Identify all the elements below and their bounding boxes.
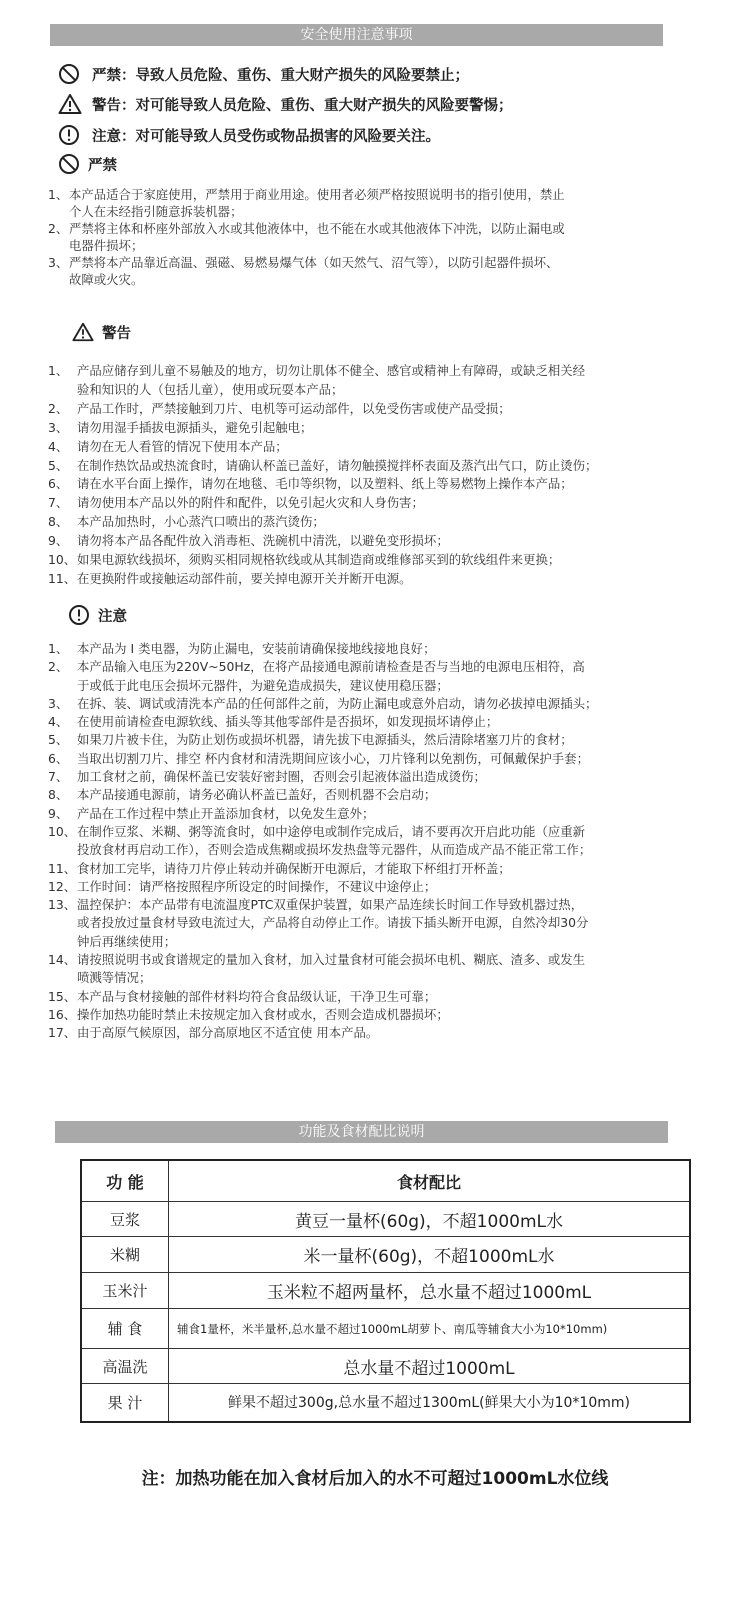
item-number: 2、 (48, 659, 69, 675)
table-header-row (81, 1160, 690, 1202)
item-number: 9、 (48, 533, 69, 549)
list-item (48, 860, 708, 878)
item-number: 7、 (48, 769, 69, 785)
item-text (77, 786, 436, 804)
list-item (48, 494, 708, 513)
list-item (48, 551, 708, 570)
item-line: 电器件损坏； (69, 238, 144, 253)
item-line: 本产品与食材接触的部件材料均符合食品级认证，干净卫生可靠； (77, 988, 437, 1004)
item-number: 4、 (48, 438, 69, 454)
function-cell: 米糊 (81, 1237, 169, 1273)
item-line: 加工食材之前，确保杯盖已安装好密封圈，否则会引起液体溢出造成烫伤； (77, 769, 486, 785)
list-item (48, 1024, 708, 1042)
item-number: 5、 (48, 457, 69, 473)
legend-warning (58, 93, 513, 115)
item-number: 1、 (48, 641, 69, 656)
list-item (48, 951, 708, 988)
table-row (81, 1237, 690, 1273)
prohibit-heading (58, 153, 117, 175)
item-text (77, 362, 585, 400)
item-line: 产品工作时，严禁接触到刀片、电机等可运动部件，以免受伤害或使产品受损； (77, 400, 511, 416)
item-number: 11、 (48, 860, 77, 876)
function-cell: 豆浆 (81, 1202, 169, 1237)
function-cell: 玉米汁 (81, 1273, 169, 1309)
item-text (77, 457, 597, 476)
item-number: 16、 (48, 1006, 77, 1022)
item-line: 或者投放过量食材导致电流过大，产品将自动停止工作。请拔下插头断开电源，自然冷却30分 (77, 915, 589, 931)
list-item (48, 786, 708, 804)
item-line: 本产品加热时，小心蒸汽口喷出的蒸汽烫伤； (77, 514, 325, 530)
item-number: 10、 (48, 552, 77, 568)
ratio-cell: 玉米粒不超两量杯，总水量不超过1000mL (169, 1273, 691, 1309)
list-item (48, 362, 708, 400)
header-ratio: 食材配比 (169, 1160, 691, 1202)
table-row (81, 1202, 690, 1237)
item-number: 11、 (48, 570, 77, 586)
item-text (77, 805, 374, 823)
item-line: 请按照说明书或食谱规定的量加入食材，加入过量食材可能会损坏电机、糊底、渣多、或发生 (77, 952, 586, 968)
list-item (48, 570, 708, 589)
item-text (77, 1006, 449, 1024)
item-text (77, 640, 435, 658)
item-text (77, 513, 325, 532)
item-number: 3、 (48, 419, 69, 435)
warning-title: 警告 (102, 325, 131, 342)
list-item (48, 750, 708, 768)
list-item (48, 220, 708, 254)
item-line: 如果电源软线损坏，须购买相同规格软线或从其制造商或维修部买到的软线组件来更换； (77, 552, 561, 568)
list-item (48, 731, 708, 749)
item-line: 如果刀片被卡住，为防止划伤或损坏机器，请先拔下电源插头，然后清除堵塞刀片的食材； (77, 732, 573, 748)
table-row (81, 1349, 690, 1384)
list-item (48, 988, 708, 1006)
item-line: 操作加热功能时禁止未按规定加入食材或水，否则会造成机器损坏； (77, 1006, 449, 1022)
item-line: 请勿在无人看管的情况下使用本产品； (77, 438, 288, 454)
item-text (77, 494, 424, 513)
function-cell: 果 汁 (81, 1384, 169, 1422)
item-number: 2、 (48, 221, 69, 236)
item-line: 工作时间：请严格按照程序所设定的时间操作，不建议中途停止； (77, 878, 437, 894)
warning-triangle-icon (72, 321, 94, 343)
list-item (48, 419, 708, 438)
list-item (48, 438, 708, 457)
ratio-cell: 总水量不超过1000mL (169, 1349, 691, 1384)
list-item (48, 254, 708, 288)
item-number: 3、 (48, 255, 69, 270)
item-line: 在制作豆浆、米糊、粥等流食时，如中途停电或制作完成后，请不要再次开启此功能（应重新 (77, 823, 586, 839)
ratio-cell: 米一量杯(60g)，不超1000mL水 (169, 1237, 691, 1273)
item-line: 由于高原气候原因，部分高原地区不适宜使 用本产品。 (77, 1025, 379, 1041)
header-function: 功 能 (81, 1160, 169, 1202)
list-item (48, 695, 708, 713)
item-text (77, 475, 573, 494)
item-line: 当取出切割刀片、排空 杯内食材和清洗期间应该小心，刀片锋利以免割伤，可佩戴保护手套； (77, 750, 589, 766)
item-text (77, 878, 436, 896)
table-row (81, 1309, 690, 1349)
prohibit-icon (58, 153, 80, 175)
item-text (77, 400, 511, 419)
item-number: 7、 (48, 495, 69, 511)
list-item (48, 532, 708, 551)
item-text (77, 695, 597, 713)
safety-banner: 安全使用注意事项 (50, 24, 663, 46)
item-line: 投放食材再启动工作），否则会造成焦糊或损坏发热盘等元器件，从而造成产品不能正常工作； (77, 842, 592, 858)
item-number: 4、 (48, 714, 69, 730)
list-item (48, 805, 708, 823)
item-line: 请勿使用本产品以外的附件和配件，以免引起火灾和人身伤害； (77, 495, 424, 511)
function-cell: 辅 食 (81, 1309, 169, 1349)
item-number: 6、 (48, 476, 69, 492)
item-text (77, 419, 312, 438)
item-line: 产品应储存到儿童不易触及的地方，切勿让肌体不健全、感官或精神上有障碍，或缺乏相关经 (77, 363, 586, 378)
function-cell: 高温洗 (81, 1349, 169, 1384)
ratio-table (80, 1159, 691, 1423)
item-text (77, 896, 588, 951)
item-text (69, 254, 558, 288)
caution-list (48, 640, 708, 1043)
warning-triangle-icon (58, 93, 82, 115)
item-text (77, 988, 436, 1006)
item-line: 故障或火灾。 (69, 272, 144, 287)
list-item (48, 400, 708, 419)
list-item (48, 713, 708, 731)
list-item (48, 896, 708, 951)
item-number: 2、 (48, 400, 69, 416)
warning-heading (72, 321, 131, 343)
item-line: 产品在工作过程中禁止开盖添加食材，以免发生意外； (77, 805, 375, 821)
item-line: 本产品接通电源前，请务必确认杯盖已盖好，否则机器不会启动； (77, 787, 437, 803)
item-number: 10、 (48, 823, 77, 839)
item-line: 本产品输入电压为220V~50Hz，在将产品接通电源前请检查是否与当地的电源电压相符，高 (77, 659, 585, 675)
item-line: 请勿用湿手插拔电源插头，避免引起触电； (77, 419, 313, 435)
item-number: 5、 (48, 732, 69, 748)
item-line: 请勿将本产品各配件放入消毒柜、洗碗机中清洗，以避免变形损坏； (77, 533, 449, 549)
warning-list (48, 362, 708, 589)
list-item (48, 1006, 708, 1024)
list-item (48, 658, 708, 695)
item-number: 6、 (48, 750, 69, 766)
item-line: 在拆、装、调试或清洗本产品的任何部件之前，为防止漏电或意外启动，请勿必拔掉电源插头； (77, 695, 598, 711)
ratio-cell: 辅食1量杯，米半量杯,总水量不超过1000mL胡萝卜、南瓜等辅食大小为10*10mm) (169, 1309, 691, 1349)
list-item (48, 823, 708, 860)
item-line: 本产品为 Ⅰ 类电器，为防止漏电，安装前请确保接地线接地良好； (77, 641, 436, 656)
item-text (77, 438, 288, 457)
list-item (48, 475, 708, 494)
item-number: 1、 (48, 363, 69, 378)
item-text (77, 768, 486, 786)
caution-title: 注意 (98, 608, 127, 625)
item-line: 在制作热饮品或热流食时，请确认杯盖已盖好，请勿触摸搅拌杯表面及蒸汽出气口，防止烫伤； (77, 457, 598, 473)
item-number: 1、 (48, 187, 69, 202)
caution-circle-icon (68, 604, 90, 626)
ratio-cell: 鲜果不超过300g,总水量不超过1300mL(鲜果大小为10*10mm) (169, 1384, 691, 1422)
item-line: 本产品适合于家庭使用，严禁用于商业用途。使用者必须严格按照说明书的指引使用，禁止 (69, 187, 565, 202)
legend-prohibit-text: 严禁：导致人员危险、重伤、重大财产损失的风险要禁止； (92, 67, 469, 84)
item-line: 严禁将主体和杯座外部放入水或其他液体中，也不能在水或其他液体下冲洗，以防止漏电或 (69, 221, 565, 236)
item-number: 9、 (48, 805, 69, 821)
legend-caution-text: 注意：对可能导致人员受伤或物品损害的风险要关注。 (92, 128, 440, 145)
item-line: 食材加工完毕，请待刀片停止转动并确保断开电源后，才能取下杯组打开杯盖； (77, 860, 511, 876)
footer-note: 注：加热功能在加入食材后加入的水不可超过1000mL水位线 (141, 1469, 609, 1489)
item-line: 请在水平台面上操作，请勿在地毯、毛巾等织物，以及塑料、纸上等易燃物上操作本产品； (77, 476, 573, 492)
item-number: 15、 (48, 988, 77, 1004)
item-line: 于或低于此电压会损坏元器件，为避免造成损失，建议使用稳压器； (77, 677, 449, 693)
prohibit-list (48, 186, 708, 288)
function-banner: 功能及食材配比说明 (55, 1121, 668, 1143)
item-number: 3、 (48, 695, 69, 711)
item-text (77, 658, 585, 695)
item-line: 在更换附件或接触运动部件前，要关掉电源开关并断开电源。 (77, 570, 412, 586)
item-text (77, 731, 573, 749)
item-text (69, 186, 565, 220)
list-item (48, 186, 708, 220)
item-number: 8、 (48, 787, 69, 803)
list-item (48, 768, 708, 786)
legend-warning-text: 警告：对可能导致人员危险、重伤、重大财产损失的风险要警惕； (92, 97, 513, 114)
caution-circle-icon (58, 124, 82, 146)
item-text (77, 532, 449, 551)
caution-heading (68, 604, 127, 626)
list-item (48, 513, 708, 532)
item-line: 验和知识的人（包括儿童），使用或玩耍本产品； (77, 381, 344, 397)
item-line: 喷溅等情况； (77, 970, 152, 986)
item-text (77, 951, 585, 988)
item-number: 12、 (48, 878, 77, 894)
item-text (77, 551, 560, 570)
item-line: 个人在未经指引随意拆装机器； (69, 204, 243, 219)
item-number: 8、 (48, 514, 69, 530)
table-row (81, 1273, 690, 1309)
list-item (48, 878, 708, 896)
table-row (81, 1384, 690, 1422)
prohibit-title: 严禁 (88, 157, 117, 174)
prohibit-icon (58, 63, 82, 85)
item-line: 严禁将本产品靠近高温、强磁、易燃易爆气体（如天然气、沼气等），以防引起器件损坏、 (69, 255, 559, 270)
legend-prohibit (58, 63, 469, 85)
item-line: 钟后再继续使用； (77, 933, 177, 949)
item-text (77, 1024, 378, 1042)
item-text (69, 220, 565, 254)
item-text (77, 570, 412, 589)
item-text (77, 823, 591, 860)
item-text (77, 713, 498, 731)
item-number: 17、 (48, 1025, 77, 1041)
item-line: 温控保护：本产品带有电流温度PTC双重保护装置，如果产品连续长时间工作导致机器过热， (77, 897, 584, 913)
ratio-cell: 黄豆一量杯(60g)，不超1000mL水 (169, 1202, 691, 1237)
item-line: 在使用前请检查电源软线、插头等其他零部件是否损坏，如发现损坏请停止； (77, 714, 499, 730)
list-item (48, 457, 708, 476)
list-item (48, 640, 708, 658)
item-number: 13、 (48, 897, 77, 913)
legend-caution (58, 124, 440, 146)
item-text (77, 860, 511, 878)
item-text (77, 750, 589, 768)
item-number: 14、 (48, 952, 77, 968)
